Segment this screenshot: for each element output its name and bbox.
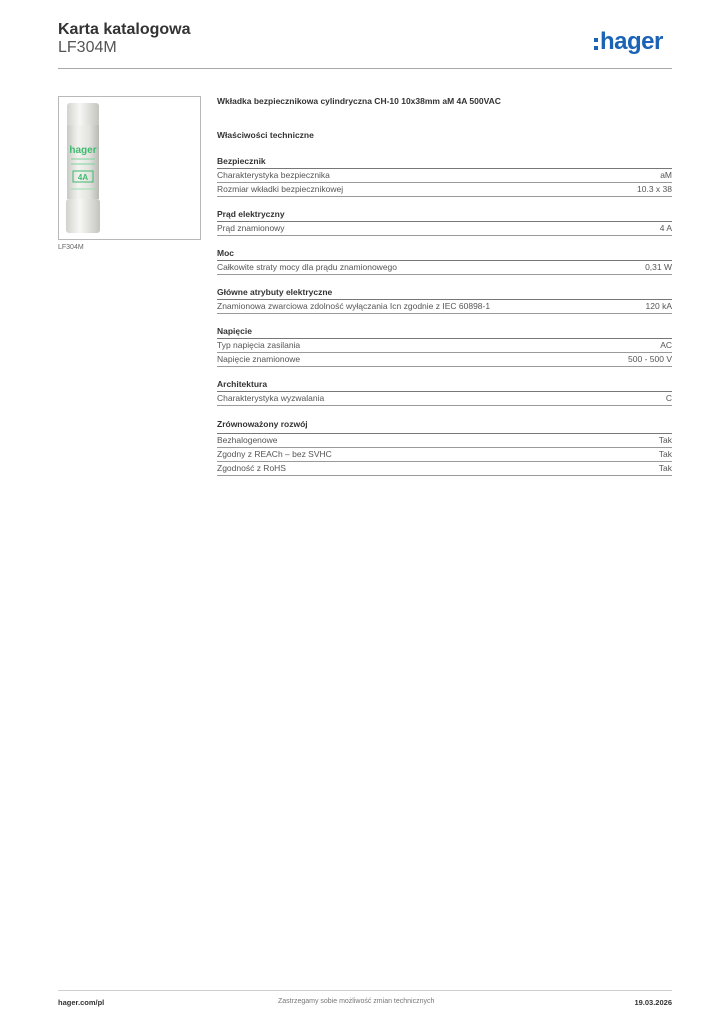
- property-group-architecture: [217, 379, 672, 406]
- logo-colon-mark: [594, 38, 598, 50]
- property-row: [217, 300, 672, 314]
- property-label: Znamionowa zwarciowa zdolność wyłączania Icn zgodnie z IEC 60898-1: [217, 301, 491, 311]
- footer-date: 19.03.2026: [634, 998, 672, 1007]
- property-row: [217, 462, 672, 476]
- property-label: Całkowite straty mocy dla prądu znamionowego: [217, 262, 398, 272]
- header-divider: [58, 68, 672, 69]
- footer-divider: [58, 990, 672, 991]
- property-value: aM: [660, 170, 672, 180]
- property-row: [217, 392, 672, 406]
- property-label: Bezhalogenowe: [217, 435, 278, 445]
- fuse-label-rating: 4A: [77, 173, 89, 182]
- group-heading: Prąd elektryczny: [217, 209, 672, 222]
- footer-website: hager.com/pl: [58, 998, 105, 1007]
- document-title: Karta katalogowa: [58, 21, 191, 38]
- property-value: Tak: [658, 435, 672, 445]
- property-label: Napięcie znamionowe: [217, 354, 301, 364]
- property-value: 500 - 500 V: [628, 354, 672, 364]
- property-value: C: [665, 393, 672, 403]
- group-heading: Bezpiecznik: [217, 156, 672, 169]
- property-row: [217, 353, 672, 367]
- property-label: Prąd znamionowy: [217, 223, 285, 233]
- fuse-label-brand: hager: [69, 145, 97, 156]
- property-value: Tak: [658, 463, 672, 473]
- property-label: Zgodność z RoHS: [217, 463, 286, 473]
- property-value: 120 kA: [645, 301, 672, 311]
- property-value: Tak: [658, 449, 672, 459]
- group-heading: Moc: [217, 248, 672, 261]
- property-value: 4 A: [659, 223, 672, 233]
- property-label: Charakterystyka wyzwalania: [217, 393, 325, 403]
- footer-notice: Zastrzegamy sobie możliwość zmian technicznych: [278, 998, 435, 1005]
- property-label: Rozmiar wkładki bezpiecznikowej: [217, 184, 344, 194]
- property-group-fuse: [217, 156, 672, 197]
- section-title: Właściwości techniczne: [217, 130, 314, 140]
- technical-properties-panel: [217, 96, 672, 476]
- property-label: Typ napięcia zasilania: [217, 340, 301, 350]
- property-value: 10.3 x 38: [637, 184, 672, 194]
- property-group-power: [217, 248, 672, 275]
- property-value: 0,31 W: [645, 262, 672, 272]
- property-row: [217, 448, 672, 462]
- group-heading: Główne atrybuty elektryczne: [217, 287, 672, 300]
- fuse-body: [67, 125, 99, 199]
- group-heading: Architektura: [217, 379, 672, 392]
- property-row: [217, 339, 672, 353]
- product-title: Wkładka bezpiecznikowa cylindryczna CH-10 10x38mm aM 4A 500VAC: [217, 96, 501, 106]
- logo-wordmark: hager: [600, 28, 663, 55]
- group-heading: Napięcie: [217, 326, 672, 339]
- property-row: [217, 222, 672, 236]
- fuse-cartridge-image: [59, 97, 200, 239]
- group-heading: Zrównoważony rozwój: [217, 418, 672, 434]
- property-row: [217, 434, 672, 448]
- product-code: LF304M: [58, 39, 117, 56]
- product-image-frame: [58, 96, 201, 240]
- fuse-bottom-cap: [66, 199, 100, 233]
- hager-logo: [594, 28, 663, 56]
- property-group-voltage: [217, 326, 672, 367]
- fuse-top-cap: [67, 103, 99, 127]
- property-row: [217, 169, 672, 183]
- property-group-current: [217, 209, 672, 236]
- property-label: Charakterystyka bezpiecznika: [217, 170, 330, 180]
- property-row: [217, 261, 672, 275]
- property-value: AC: [660, 340, 672, 350]
- property-group-electrical: [217, 287, 672, 314]
- property-label: Zgodny z REACh – bez SVHC: [217, 449, 332, 459]
- product-image-caption: LF304M: [58, 244, 84, 251]
- property-row: [217, 183, 672, 197]
- property-group-sustainability: [217, 418, 672, 476]
